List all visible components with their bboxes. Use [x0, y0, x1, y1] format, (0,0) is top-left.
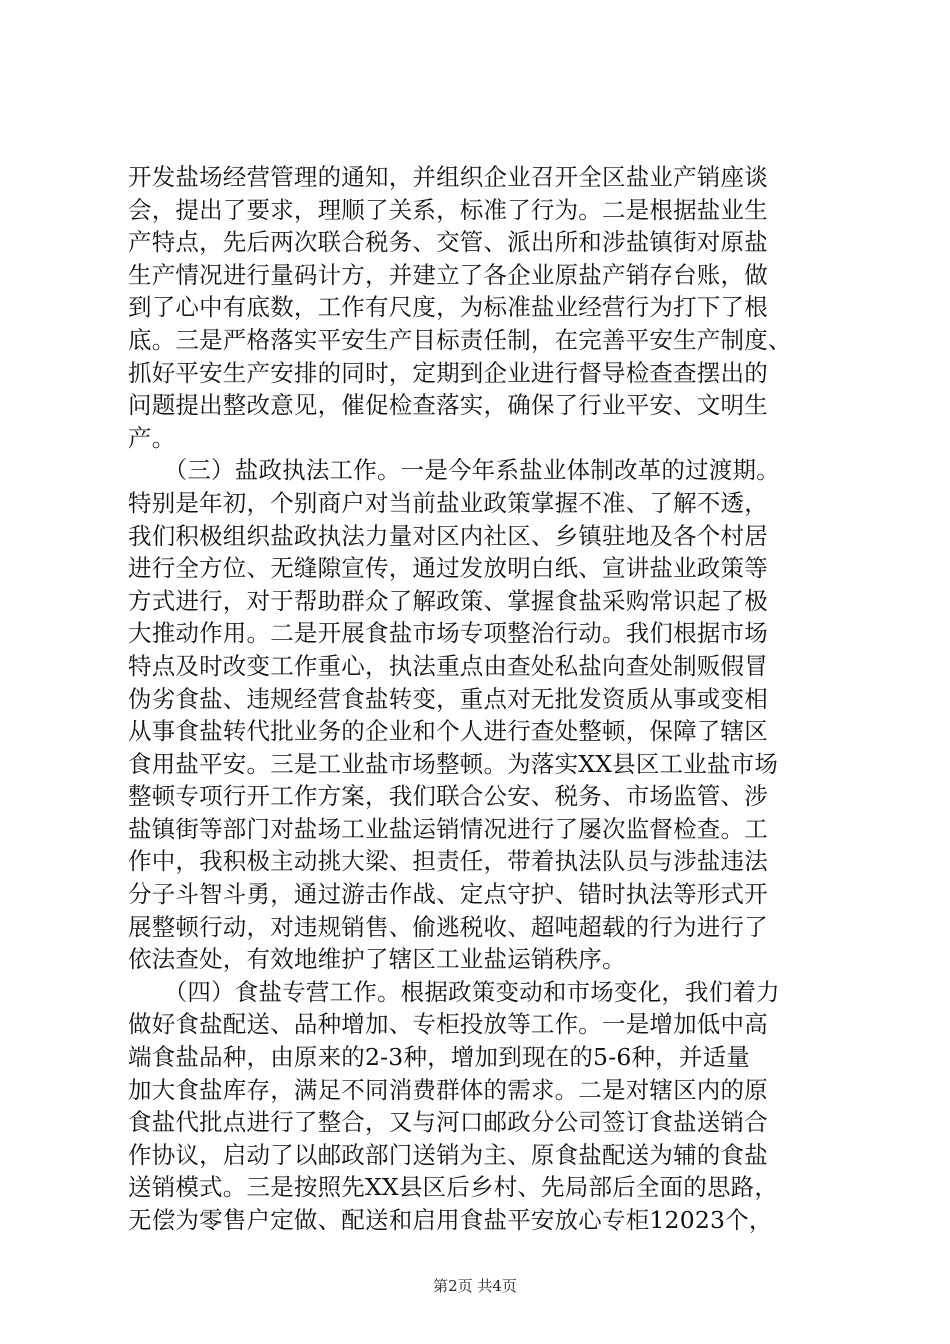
text-line: 做好食盐配送、品种增加、专柜投放等工作。一是增加低中高: [128, 1010, 768, 1039]
text-line: 生产情况进行量码计方，并建立了各企业原盐产销存台账，做: [128, 260, 768, 289]
text-line: 作协议，启动了以邮政部门送销为主、原食盐配送为辅的食盐: [128, 1140, 768, 1169]
page-number-label: 第2页 共4页: [433, 1277, 517, 1295]
text-line: 特点及时改变工作重心，执法重点由查处私盐向查处制贩假冒: [128, 651, 768, 680]
text-line: 会，提出了要求，理顺了关系，标准了行为。二是根据盐业生: [128, 195, 768, 224]
text-line: 依法查处，有效地维护了辖区工业盐运销秩序。: [128, 945, 626, 974]
text-line: 底。三是严格落实平安生产目标责任制，在完善平安生产制度、: [128, 325, 792, 354]
text-line: 加大食盐库存，满足不同消费群体的需求。二是对辖区内的原: [128, 1075, 768, 1104]
text-line: 送销模式。三是按照先XX县区后乡村、先局部后全面的思路，: [128, 1173, 779, 1202]
text-line: 食用盐平安。三是工业盐市场整顿。为落实XX县区工业盐市场: [128, 749, 779, 778]
text-line: 方式进行，对于帮助群众了解政策、掌握食盐采购常识起了极: [128, 586, 768, 615]
document-body: [128, 161, 868, 1237]
text-line: 端食盐品种，由原来的2-3种，增加到现在的5-6种，并适量: [128, 1043, 750, 1072]
text-line: 伪劣食盐、违规经营食盐转变，重点对无批发资质从事或变相: [128, 684, 768, 713]
text-line: 产特点，先后两次联合税务、交管、派出所和涉盐镇街对原盐: [128, 228, 768, 257]
text-line: 到了心中有底数，工作有尺度，为标准盐业经营行为打下了根: [128, 293, 768, 322]
text-line: 作中，我积极主动挑大梁、担责任，带着执法队员与涉盐违法: [128, 847, 768, 876]
text-line: 进行全方位、无缝隙宣传，通过发放明白纸、宣讲盐业政策等: [128, 554, 768, 583]
text-line: 问题提出整改意见，催促检查落实，确保了行业平安、文明生: [128, 391, 768, 420]
text-line: 抓好平安生产安排的同时，定期到企业进行督导检查查摆出的: [128, 358, 768, 387]
text-line: 从事食盐转代批业务的企业和个人进行查处整顿，保障了辖区: [128, 717, 768, 746]
paragraph-heading-line: （三）盐政执法工作。一是今年系盐业体制改革的过渡期。: [128, 456, 780, 485]
text-line: 我们积极组织盐政执法力量对区内社区、乡镇驻地及各个村居: [128, 521, 768, 550]
text-line: 食盐代批点进行了整合，又与河口邮政分公司签订食盐送销合: [128, 1108, 768, 1137]
text-line: 大推动作用。二是开展食盐市场专项整治行动。我们根据市场: [128, 619, 768, 648]
text-line: 分子斗智斗勇，通过游击作战、定点守护、错时执法等形式开: [128, 880, 768, 909]
page-footer: [0, 1276, 950, 1296]
text-line: 特别是年初，个别商户对当前盐业政策掌握不准、了解不透，: [128, 488, 768, 517]
text-line: 开发盐场经营管理的通知，并组织企业召开全区盐业产销座谈: [128, 163, 768, 191]
text-line: 产。: [128, 423, 176, 452]
text-line: 盐镇街等部门对盐场工业盐运销情况进行了屡次监督检查。工: [128, 814, 768, 843]
text-line: 展整顿行动，对违规销售、偷逃税收、超吨超载的行为进行了: [128, 912, 768, 941]
text-line: 无偿为零售户定做、配送和启用食盐平安放心专柜12023个，: [128, 1206, 773, 1234]
text-line: 整顿专项行开工作方案，我们联合公安、税务、市场监管、涉: [128, 782, 768, 811]
paragraph-heading-line: （四）食盐专营工作。根据政策变动和市场变化，我们着力: [128, 977, 780, 1006]
